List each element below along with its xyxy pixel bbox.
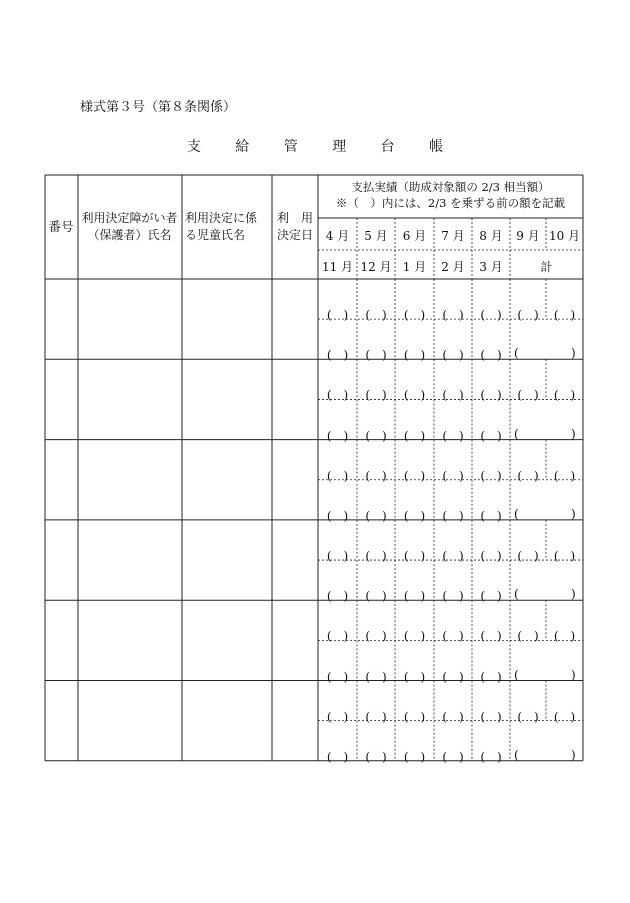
amount-cell: ( ) (326, 589, 349, 604)
total-amount-close: ) (571, 667, 576, 682)
amount-cell: ( ) (517, 388, 539, 403)
amount-cell: ( ) (442, 669, 464, 684)
total-amount-close: ) (571, 587, 576, 602)
amount-cell: ( ) (403, 629, 426, 644)
amount-cell: ( ) (403, 669, 426, 684)
total-amount-open: ( (514, 667, 519, 682)
amount-cell: ( ) (365, 308, 387, 323)
amount-cell: ( ) (442, 468, 464, 483)
amount-cell: ( ) (326, 508, 349, 523)
amount-cell: ( ) (480, 749, 502, 764)
amount-cell: ( ) (480, 388, 502, 403)
amount-cell: ( ) (326, 709, 349, 724)
header-guardian-name (78, 210, 181, 244)
amount-cell: ( ) (553, 629, 576, 644)
amount-cell: ( ) (553, 388, 576, 403)
amount-cell: ( ) (442, 508, 464, 523)
amount-cell: ( ) (442, 749, 464, 764)
amount-cell: ( ) (553, 468, 576, 483)
month-label: 10 月 (548, 229, 581, 243)
amount-cell: ( ) (365, 629, 387, 644)
amount-cell: ( ) (517, 629, 539, 644)
month-label: 8 月 (479, 229, 503, 243)
month-label: 4 月 (325, 229, 350, 243)
amount-cell: ( ) (403, 589, 426, 604)
amount-cell: ( ) (326, 629, 349, 644)
total-amount-open: ( (514, 587, 519, 602)
total-amount-open: ( (514, 346, 519, 361)
total-amount-close: ) (571, 426, 576, 441)
amount-cell: ( ) (480, 468, 502, 483)
amount-cell: ( ) (403, 388, 426, 403)
amount-cell: ( ) (365, 749, 387, 764)
month-label: 7 月 (441, 229, 465, 243)
total-amount-open: ( (514, 426, 519, 441)
amount-cell: ( ) (480, 308, 502, 323)
header-child-name (182, 210, 275, 244)
amount-cell: ( ) (480, 629, 502, 644)
amount-cell: ( ) (442, 549, 464, 564)
amount-cell: ( ) (365, 549, 387, 564)
amount-cell: ( ) (326, 549, 349, 564)
amount-cell: ( ) (326, 749, 349, 764)
amount-cell: ( ) (553, 549, 576, 564)
total-amount-close: ) (571, 747, 576, 762)
header-child-line1: 利用決定に係 (185, 211, 258, 225)
amount-cell: ( ) (326, 388, 349, 403)
amount-cell: ( ) (365, 669, 387, 684)
month-label: 9 月 (516, 229, 540, 243)
total-amount-open: ( (514, 747, 519, 762)
amount-cell: ( ) (403, 428, 426, 443)
month-label: 6 月 (402, 229, 427, 243)
amount-cell: ( ) (365, 388, 387, 403)
amount-cell: ( ) (403, 508, 426, 523)
amount-cell: ( ) (517, 468, 539, 483)
amount-cell: ( ) (480, 508, 502, 523)
amount-cell: ( ) (365, 468, 387, 483)
amount-cell: ( ) (365, 348, 387, 363)
month-label: 12 月 (360, 260, 392, 274)
month-label: 2 月 (441, 260, 465, 274)
month-label: 5 月 (364, 229, 388, 243)
amount-cell: ( ) (365, 508, 387, 523)
amount-cell: ( ) (553, 308, 576, 323)
total-amount-close: ) (571, 346, 576, 361)
amount-cell: ( ) (442, 709, 464, 724)
amount-cell: ( ) (326, 468, 349, 483)
amount-cell: ( ) (403, 308, 426, 323)
amount-cell: ( ) (365, 589, 387, 604)
amount-cell: ( ) (403, 468, 426, 483)
amount-cell: ( ) (480, 348, 502, 363)
amount-cell: ( ) (326, 428, 349, 443)
amount-cell: ( ) (403, 348, 426, 363)
header-guardian-line1: 利用決定障がい者 (81, 211, 178, 225)
total-amount-close: ) (571, 506, 576, 521)
header-payment-line2: ※（ ）内には、2/3 を乗ずる前の額を記載 (335, 196, 566, 210)
amount-cell: ( ) (442, 629, 464, 644)
header-payment-record (318, 179, 583, 211)
amount-cell: ( ) (403, 749, 426, 764)
amount-cell: ( ) (442, 428, 464, 443)
header-number: 番号 (48, 219, 74, 234)
amount-cell: ( ) (480, 589, 502, 604)
amount-cell: ( ) (517, 709, 539, 724)
header-decision-date (272, 210, 318, 244)
document-title: 支 給 管 理 台 帳 (186, 139, 459, 155)
amount-cell: ( ) (326, 348, 349, 363)
month-label: 1 月 (402, 260, 427, 274)
header-date-line2: 決定日 (276, 228, 313, 242)
amount-cell: ( ) (326, 669, 349, 684)
amount-cell: ( ) (365, 428, 387, 443)
amount-cell: ( ) (480, 709, 502, 724)
amount-cell: ( ) (517, 549, 539, 564)
amount-cell: ( ) (480, 549, 502, 564)
amount-cell: ( ) (365, 709, 387, 724)
total-amount-open: ( (514, 506, 519, 521)
header-child-line2: る児童氏名 (185, 228, 246, 242)
header-date-line1: 利 用 (276, 211, 313, 225)
amount-cell: ( ) (517, 308, 539, 323)
amount-cell: ( ) (442, 589, 464, 604)
amount-cell: ( ) (480, 428, 502, 443)
amount-cell: ( ) (403, 549, 426, 564)
amount-cell: ( ) (480, 669, 502, 684)
month-label: 3 月 (479, 260, 503, 274)
month-label: 11 月 (321, 260, 354, 274)
header-guardian-line2: （保護者）氏名 (87, 228, 172, 242)
amount-cell: ( ) (442, 348, 464, 363)
total-label: 計 (540, 260, 553, 274)
form-number: 様式第３号（第８条関係） (80, 100, 237, 115)
amount-cell: ( ) (326, 308, 349, 323)
amount-cell: ( ) (442, 308, 464, 323)
header-payment-line1: 支払実績（助成対象額の 2/3 相当額） (351, 180, 550, 194)
amount-cell: ( ) (403, 709, 426, 724)
amount-cell: ( ) (442, 388, 464, 403)
amount-cell: ( ) (553, 709, 576, 724)
